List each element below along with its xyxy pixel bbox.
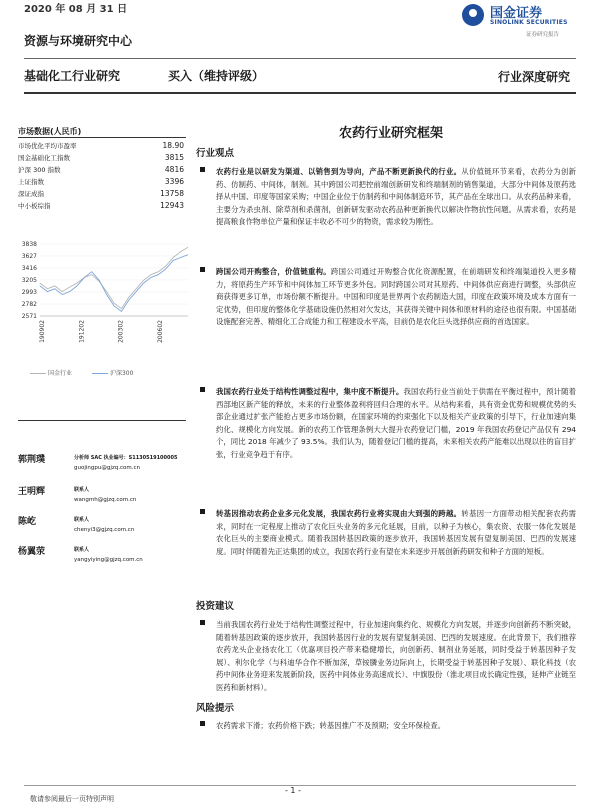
- bullet-paragraph: [200, 619, 576, 694]
- analyst-name: 郭荆璞: [18, 455, 46, 465]
- y-tick-label: 3205: [21, 276, 37, 284]
- analyst-card: [18, 452, 188, 478]
- y-tick-label: 3627: [21, 252, 37, 260]
- bullet-icon: [200, 721, 205, 726]
- analyst-card: [18, 484, 188, 510]
- report-date: 2020 年 08 月 31 日: [24, 4, 128, 15]
- analyst-role: 联系人: [74, 517, 90, 523]
- market-data-row: [18, 177, 184, 187]
- bullet-paragraph: [200, 508, 576, 558]
- bullet-icon: [200, 387, 205, 392]
- paragraph-text: 我国农药行业处于结构性调整过程中，集中度不断提升。我国农药行业当前处于供需在平衡过程中，预计随着西部地区新产能的释放，未来的行业整体盈利将回归合理的水平。从结构来看，具有资金优势和规模优势的头部企业通过扩张产能抢占更多市场份额，在国家环境的约束强化下以及相关产业政策的引导下，行业加速向集约化、规模化方向发展。新的农药工作管理条例大大提升农药登记门槛，2019 年我国农药登记产品仅有 294 个，同比 2018 年减少了 93.5%。我们认为，随着登记门槛的提高，未来相关农药产能难以出现以往的盲目扩张，行业竞争趋于有序。: [216, 387, 576, 459]
- market-data-value: 12943: [160, 201, 184, 210]
- doc-type-label: 行业深度研究: [497, 70, 570, 84]
- chart-divider: [18, 420, 186, 421]
- market-data-row: [18, 165, 184, 175]
- market-data-value: 13758: [160, 189, 184, 198]
- paragraph-text: 跨国公司开购整合，价值链重构。跨国公司通过开购整合优化资源配置，在前端研发和终端渠道投入更多精力，将原药生产环节和中间体加工环节更多外包。同时跨国公司对其原药、中间体供应商进行调整，头部供应商获得更多订单，市场份额不断提升。中国和印度是世界两个农药制造大国，印度在政策环境及成本方面有一定优势，但印度的整体化学基础设施仍然相对欠发达，其获得关键中间体和原材料的途径也很有限。中国基础设施配套完善、精细化工合成能力和工程建设水平高，目前仍是农化巨头选择供应商的首选国家。: [216, 267, 576, 326]
- x-tick-label: 191202: [78, 320, 86, 343]
- section-heading: 行业观点: [196, 148, 235, 159]
- bullet-icon: [200, 509, 205, 514]
- legend-swatch: [92, 373, 108, 374]
- header-divider: [24, 58, 576, 59]
- x-tick-label: 200602: [157, 320, 164, 343]
- market-data-label: 上证指数: [18, 178, 44, 186]
- market-data-label: 沪深 300 指数: [18, 166, 61, 174]
- legend-item: [30, 368, 72, 377]
- analyst-role: 联系人: [74, 487, 90, 493]
- series-line-0: [40, 247, 188, 308]
- market-data-label: 深证成指: [18, 190, 44, 198]
- market-data-row: [18, 141, 184, 151]
- market-data-value: 18.90: [162, 141, 184, 150]
- analyst-card: [18, 514, 188, 540]
- legend-label: 国金行业: [48, 370, 73, 377]
- legend-label: 沪深300: [109, 370, 134, 377]
- market-data-row: [18, 153, 184, 163]
- y-tick-label: 3416: [21, 264, 37, 272]
- market-data-value: 4816: [164, 165, 184, 174]
- market-data-row: [18, 189, 184, 199]
- analyst-email[interactable]: wangmh@gjzq.com.cn: [74, 497, 137, 503]
- analyst-email[interactable]: yangyiying@gjzq.com.cn: [74, 557, 143, 563]
- page-number: - 1 -: [285, 786, 301, 795]
- section-heading: 风险提示: [196, 703, 235, 714]
- bullet-paragraph: [200, 720, 576, 733]
- market-data-rule: [18, 137, 186, 138]
- section-heading: 投资建议: [196, 601, 235, 612]
- analyst-role: 分析师 SAC 执业编号：S1130519100005: [74, 455, 178, 461]
- bullet-icon: [200, 620, 205, 625]
- logo-text-cn: 国金证券: [490, 6, 543, 21]
- header-rule: [24, 92, 576, 94]
- y-tick-label: 3838: [21, 241, 37, 248]
- y-tick-label: 2993: [21, 289, 37, 297]
- market-data-row: [18, 201, 184, 211]
- bullet-icon: [200, 167, 205, 172]
- analyst-card: [18, 544, 188, 570]
- paragraph-text: 当前我国农药行业处于结构性调整过程中，行业加速向集约化、规模化方向发展，并逐步向创新药不断突破，随着转基因政策的逐步放开，我国转基因行业的发展有望复制美国、巴西的发展速度。在此背景下，我们推荐农药龙头企业扬农化工（优嘉项目投产带来稳健增长，向创新药、制剂业务延展，同时受益于转基因种子发展）、利尔化学（与科迪华合作不断加深，草铵膦业务边际向上，长期受益于转基因种子发展）、联化科技（农药中间体业务迎来发展新阶段，医药中间体业务高速成长）、中旗股份（淮北项目成长确定性强，延伸产业链至医药和新材料）。: [216, 620, 576, 692]
- analyst-email[interactable]: guojingpu@gjzq.com.cn: [74, 465, 141, 471]
- market-data-label: 中小板综指: [18, 202, 51, 210]
- analyst-role: 联系人: [74, 547, 90, 553]
- x-tick-label: 190902: [39, 320, 46, 343]
- analyst-name: 杨翼荥: [18, 547, 46, 557]
- industry-label: 基础化工行业研究: [24, 69, 121, 83]
- paragraph-text: 农药行业是以研发为渠道、以销售到为导向，产品不断更新换代的行业。从价值链环节来看，农药分为创新药、仿制药、中间体，制剂。其中跨国公司把控前端创新研发和终端制剂的销售渠道，大部分中间体及原药选择从中国、印度等国家采购；中国企业位于仿制药和中间体制造环节，其产品在全球出口。从农药品种来看，主要分为杀虫剂、除草剂和杀菌剂，创新研发驱动农药品种更新换代以解决作物抗性问题。从需求看，农药是提高粮食作物单位产量和保证丰收必不可少的物资，需求较为刚性。: [216, 167, 576, 226]
- bullet-paragraph: [200, 166, 576, 229]
- y-tick-label: 2571: [21, 313, 37, 320]
- index-line-chart: [12, 238, 192, 358]
- bullet-icon: [200, 267, 205, 272]
- market-data-label: 国金基础化工指数: [18, 154, 70, 162]
- x-tick-label: 200302: [117, 320, 125, 343]
- market-data-title: 市场数据(人民币): [18, 127, 82, 136]
- rating-label: 买入（维持评级）: [168, 69, 265, 83]
- logo-text-en: SINOLINK SECURITIES: [490, 19, 568, 26]
- company-logo: [462, 2, 592, 38]
- analyst-name: 王明辉: [18, 487, 46, 497]
- analyst-email[interactable]: chenyi3@gjzq.com.cn: [74, 527, 135, 533]
- market-data-value: 3396: [164, 177, 184, 186]
- market-data-label: 市场优化平均市盈率: [18, 142, 77, 150]
- logo-subtitle: 证券研究报告: [526, 32, 560, 38]
- market-data-value: 3815: [164, 153, 184, 162]
- legend-swatch: [30, 373, 46, 374]
- y-tick-label: 2782: [21, 301, 37, 309]
- footer-note: 敬请参阅最后一页特别声明: [30, 795, 114, 803]
- bullet-paragraph: [200, 266, 576, 329]
- paragraph-text: 转基因推动农药企业多元化发展，我国农药行业将实现由大到强的跨越。转基因一方面带动相关配套农药需求，同时在一定程度上推动了农化巨头业务的多元化延展，目前，以种子为核心，集农资、农服一体化发展是农化巨头的主要商业模式。随着我国转基因政策的逐步放开，我国转基因发展有望复制美国、巴西的发展速度。同时伴随着先正达集团的成立，我国农药行业有望在未来逐步开展创新药研发和种子方面的短板。: [216, 509, 576, 556]
- chart-legend: [30, 368, 151, 377]
- research-center: 资源与环境研究中心: [24, 34, 133, 48]
- bullet-paragraph: [200, 386, 576, 461]
- logo-mark-icon: [462, 4, 484, 26]
- report-title: 农药行业研究框架: [338, 126, 443, 141]
- legend-item: [92, 368, 133, 377]
- paragraph-text: 农药需求下滑；农药价格下跌；转基因推广不及预期；安全环保检查。: [216, 721, 446, 730]
- analyst-name: 陈屹: [18, 517, 37, 527]
